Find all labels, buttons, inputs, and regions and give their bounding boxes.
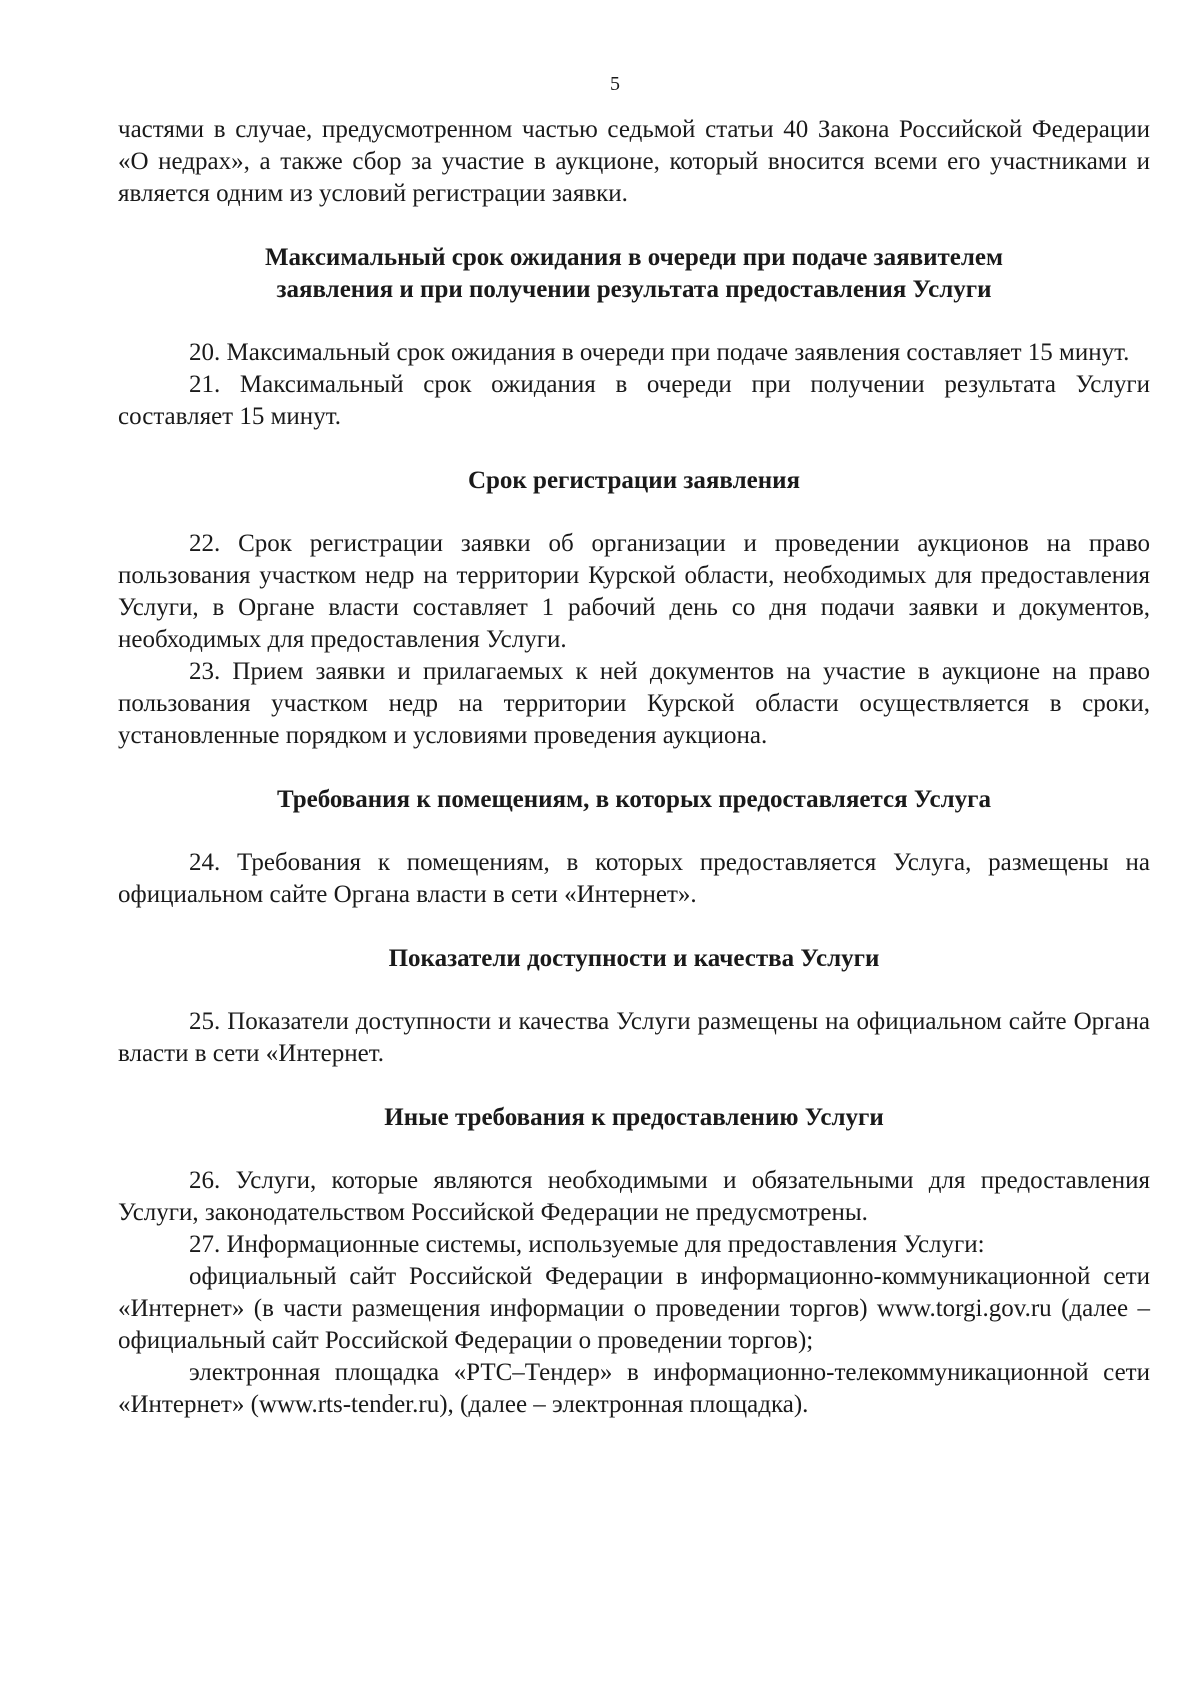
spacer xyxy=(118,497,1150,528)
page-number: 5 xyxy=(610,73,620,95)
spacer xyxy=(118,433,1150,465)
intro-paragraph: частями в случае, предусмотренном частью седьмой статьи 40 Закона Российской Федерации «О недрах», а также сбор за участие в аукционе, который вносится всеми его участниками и является одним из условий регистрации заявки. xyxy=(118,116,1150,207)
paragraph-25: 25. Показатели доступности и качества Услуги размещены на официальном сайте Органа власти в сети «Интернет. xyxy=(118,1008,1150,1067)
heading-line: Требования к помещениям, в которых предоставляется Услуга xyxy=(276,786,992,813)
section-heading-other-requirements xyxy=(118,1102,1150,1134)
heading-line: заявления и при получении результата предоставления Услуги xyxy=(276,276,992,303)
spacer xyxy=(118,975,1150,1006)
heading-line: Срок регистрации заявления xyxy=(467,467,801,494)
paragraph-27: 27. Информационные системы, используемые для предоставления Услуги: xyxy=(189,1231,985,1258)
paragraph-21: 21. Максимальный срок ожидания в очереди при получении результата Услуги составляет 15 минут. xyxy=(118,371,1150,430)
document-body xyxy=(118,114,1150,1421)
heading-line: Иные требования к предоставлению Услуги xyxy=(384,1104,884,1131)
section-heading-registration-term xyxy=(118,465,1150,497)
spacer xyxy=(118,1134,1150,1165)
paragraph-27-item-rts-tender: электронная площадка «РТС–Тендер» в информационно-телекоммуникационной сети «Интернет» (www.rts-tender.ru), (далее – электронная площадка). xyxy=(118,1359,1150,1418)
paragraph-22: 22. Срок регистрации заявки об организации и проведении аукционов на право пользования участком недр на территории Курской области, необходимых для предоставления Услуги, в Органе власти составляет 1 рабочий день со дня подачи заявки и документов, необходимых для предоставления Услуги. xyxy=(118,530,1150,653)
spacer xyxy=(118,911,1150,943)
heading-line: Показатели доступности и качества Услуги xyxy=(388,945,880,972)
spacer xyxy=(118,210,1150,242)
paragraph-27-item-torgi: официальный сайт Российской Федерации в информационно-коммуникационной сети «Интернет» (в части размещения информации о проведении торгов) www.torgi.gov.ru (далее – официальный сайт Российской Федерации о проведении торгов); xyxy=(118,1263,1150,1354)
spacer xyxy=(118,752,1150,784)
heading-line: Максимальный срок ожидания в очереди при подаче заявителем xyxy=(264,244,1004,271)
paragraph-26: 26. Услуги, которые являются необходимыми и обязательными для предоставления Услуги, законодательством Российской Федерации не предусмотрены. xyxy=(118,1167,1150,1226)
section-heading-premises xyxy=(118,784,1150,816)
spacer xyxy=(118,1070,1150,1102)
spacer xyxy=(118,306,1150,337)
paragraph-20: 20. Максимальный срок ожидания в очереди при подаче заявления составляет 15 минут. xyxy=(189,339,1130,366)
paragraph-24: 24. Требования к помещениям, в которых предоставляется Услуга, размещены на официальном сайте Органа власти в сети «Интернет». xyxy=(118,849,1150,908)
paragraph-23: 23. Прием заявки и прилагаемых к ней документов на участие в аукционе на право пользования участком недр на территории Курской области осуществляется в сроки, установленные порядком и условиями проведения аукциона. xyxy=(118,658,1150,749)
section-heading-quality-indicators xyxy=(118,943,1150,975)
section-heading-queue-time xyxy=(118,242,1150,306)
spacer xyxy=(118,816,1150,847)
